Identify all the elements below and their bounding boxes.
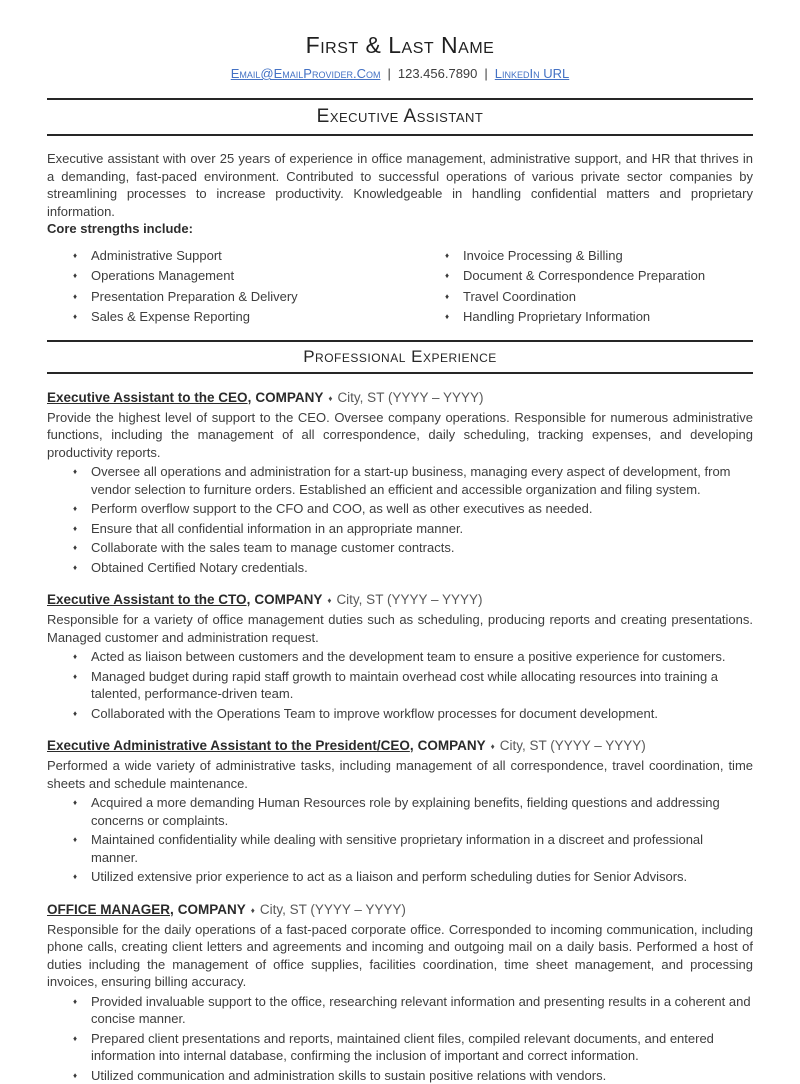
diamond-separator-icon: ♦	[328, 394, 332, 403]
strength-item	[73, 308, 419, 326]
job-bullet-list	[47, 648, 753, 722]
bullet-text: Maintained confidentiality while dealing with sensitive proprietary information in a discreet and professional manner.	[91, 831, 753, 866]
bullet-item	[73, 831, 753, 866]
job-header	[47, 737, 753, 756]
job-description: Performed a wide variety of administrative tasks, including management of all correspondence, travel coordination, time sheets and schedule maintenance.	[47, 757, 753, 792]
phone-number: 123.456.7890	[398, 66, 478, 81]
strength-text: Handling Proprietary Information	[463, 308, 650, 326]
bullet-item	[73, 559, 753, 577]
bullet-text: Prepared client presentations and reports, maintained client files, compiled relevant documents, and entered information into internal database, confirming the inclusion of important and correct information.	[91, 1030, 753, 1065]
core-strengths-label: Core strengths include:	[47, 220, 753, 238]
strength-item	[445, 308, 753, 326]
strength-text: Operations Management	[91, 267, 234, 285]
section-title-professional-experience: Professional Experience	[47, 342, 753, 372]
bullet-item	[73, 868, 753, 886]
diamond-bullet-icon: ♦	[73, 1030, 91, 1048]
job-entry	[47, 591, 753, 722]
strengths-left-column	[47, 247, 419, 329]
diamond-bullet-icon: ♦	[73, 539, 91, 557]
summary-paragraph: Executive assistant with over 25 years of experience in office management, administrative support, and HR that thrives in a demanding, fast-paced environment. Contributed to successful operations of various private sector companies by streamlining processes to increase productivity. Knowledgeable in handling confidential matters and proprietary information.	[47, 150, 753, 220]
diamond-separator-icon: ♦	[251, 906, 255, 915]
job-header	[47, 591, 753, 610]
bullet-item	[73, 648, 753, 666]
contact-separator: |	[484, 66, 487, 81]
diamond-separator-icon: ♦	[491, 742, 495, 751]
strength-text: Document & Correspondence Preparation	[463, 267, 705, 285]
email-link[interactable]: Email@EmailProvider.Com	[231, 66, 381, 81]
job-company: COMPANY	[254, 592, 322, 607]
job-location-dates: City, ST (YYYY – YYYY)	[337, 390, 483, 405]
resume-title: Executive Assistant	[47, 100, 753, 134]
divider-line	[47, 372, 753, 374]
job-entry	[47, 737, 753, 886]
bullet-item	[73, 520, 753, 538]
diamond-separator-icon: ♦	[327, 596, 331, 605]
bullet-text: Acquired a more demanding Human Resources role by explaining benefits, fielding questions and addressing concerns or complaints.	[91, 794, 753, 829]
bullet-text: Utilized communication and administration skills to sustain positive relations with vendors.	[91, 1067, 606, 1084]
bullet-text: Obtained Certified Notary credentials.	[91, 559, 308, 577]
diamond-bullet-icon: ♦	[73, 794, 91, 812]
strength-item	[73, 267, 419, 285]
bullet-item	[73, 500, 753, 518]
bullet-item	[73, 668, 753, 703]
diamond-bullet-icon: ♦	[73, 831, 91, 849]
job-description: Responsible for a variety of office management duties such as scheduling, producing reports and creating presentations. Managed customer and administration request.	[47, 611, 753, 646]
bullet-item	[73, 705, 753, 723]
job-entry	[47, 901, 753, 1084]
job-location-dates: City, ST (YYYY – YYYY)	[260, 902, 406, 917]
candidate-name: First & Last Name	[47, 32, 753, 59]
strength-text: Administrative Support	[91, 247, 222, 265]
job-bullet-list	[47, 463, 753, 576]
bullet-item	[73, 1067, 753, 1084]
contact-separator: |	[387, 66, 390, 81]
diamond-bullet-icon: ♦	[73, 559, 91, 577]
diamond-bullet-icon: ♦	[73, 1067, 91, 1084]
job-company: COMPANY	[178, 902, 246, 917]
diamond-bullet-icon: ♦	[73, 648, 91, 666]
strength-item	[445, 247, 753, 265]
job-header	[47, 901, 753, 920]
job-title: Executive Administrative Assistant to the President/CEO	[47, 738, 410, 753]
contact-line	[47, 64, 753, 83]
diamond-bullet-icon: ♦	[73, 500, 91, 518]
job-title-comma: ,	[248, 390, 252, 405]
strength-text: Invoice Processing & Billing	[463, 247, 623, 265]
bullet-text: Ensure that all confidential information in an appropriate manner.	[91, 520, 463, 538]
job-location-dates: City, ST (YYYY – YYYY)	[336, 592, 482, 607]
diamond-bullet-icon: ♦	[73, 868, 91, 886]
job-header	[47, 389, 753, 408]
divider-line	[47, 134, 753, 136]
job-title-comma: ,	[247, 592, 251, 607]
diamond-bullet-icon: ♦	[73, 668, 91, 686]
bullet-item	[73, 539, 753, 557]
diamond-bullet-icon: ♦	[73, 705, 91, 723]
diamond-bullet-icon: ♦	[445, 247, 463, 265]
resume-header	[47, 32, 753, 83]
job-description: Responsible for the daily operations of a fast-paced corporate office. Corresponded to incoming communication, including phone calls, creating client letters and agreements and incoming and outgoing mail on a daily basis. Performed a host of duties including the management of office supplies, facilities coordination, time sheet management, and processing invoices, ensuring billing accuracy.	[47, 921, 753, 991]
diamond-bullet-icon: ♦	[445, 308, 463, 326]
bullet-text: Oversee all operations and administration for a start-up business, managing every aspect of development, from vendor selection to furniture orders. Established an efficient and accessible organization and filing system.	[91, 463, 753, 498]
job-location-dates: City, ST (YYYY – YYYY)	[500, 738, 646, 753]
job-title: Executive Assistant to the CEO	[47, 390, 248, 405]
job-title: OFFICE MANAGER	[47, 902, 170, 917]
job-description: Provide the highest level of support to the CEO. Oversee company operations. Responsible for numerous administrative functions, including the management of all correspondence, daily scheduling, tracking expenses, and developing productivity reports.	[47, 409, 753, 462]
bullet-text: Perform overflow support to the CFO and COO, as well as other executives as needed.	[91, 500, 592, 518]
job-company: COMPANY	[255, 390, 323, 405]
core-strengths-list	[47, 247, 753, 329]
strength-item	[73, 288, 419, 306]
job-bullet-list	[47, 794, 753, 886]
strength-item	[73, 247, 419, 265]
job-bullet-list	[47, 993, 753, 1084]
strength-item	[445, 288, 753, 306]
job-company: COMPANY	[418, 738, 486, 753]
strength-text: Sales & Expense Reporting	[91, 308, 250, 326]
linkedin-link[interactable]: LinkedIn URL	[495, 66, 569, 81]
bullet-text: Collaborated with the Operations Team to improve workflow processes for document development.	[91, 705, 658, 723]
bullet-item	[73, 463, 753, 498]
diamond-bullet-icon: ♦	[73, 463, 91, 481]
job-entry	[47, 389, 753, 577]
diamond-bullet-icon: ♦	[73, 308, 91, 326]
bullet-text: Collaborate with the sales team to manage customer contracts.	[91, 539, 454, 557]
strength-item	[445, 267, 753, 285]
diamond-bullet-icon: ♦	[445, 288, 463, 306]
job-title: Executive Assistant to the CTO	[47, 592, 247, 607]
diamond-bullet-icon: ♦	[73, 288, 91, 306]
bullet-text: Provided invaluable support to the office, researching relevant information and presenting results in a coherent and concise manner.	[91, 993, 753, 1028]
strength-text: Travel Coordination	[463, 288, 576, 306]
diamond-bullet-icon: ♦	[445, 267, 463, 285]
bullet-item	[73, 993, 753, 1028]
bullet-text: Managed budget during rapid staff growth to maintain overhead cost while allocating resources into training a talented, performance-driven team.	[91, 668, 753, 703]
diamond-bullet-icon: ♦	[73, 520, 91, 538]
strengths-right-column	[419, 247, 753, 329]
bullet-item	[73, 794, 753, 829]
diamond-bullet-icon: ♦	[73, 993, 91, 1011]
job-title-comma: ,	[170, 902, 174, 917]
diamond-bullet-icon: ♦	[73, 247, 91, 265]
strength-text: Presentation Preparation & Delivery	[91, 288, 298, 306]
job-title-comma: ,	[410, 738, 414, 753]
bullet-text: Acted as liaison between customers and the development team to ensure a positive experience for customers.	[91, 648, 725, 666]
bullet-text: Utilized extensive prior experience to act as a liaison and perform scheduling duties for Senior Advisors.	[91, 868, 687, 886]
diamond-bullet-icon: ♦	[73, 267, 91, 285]
